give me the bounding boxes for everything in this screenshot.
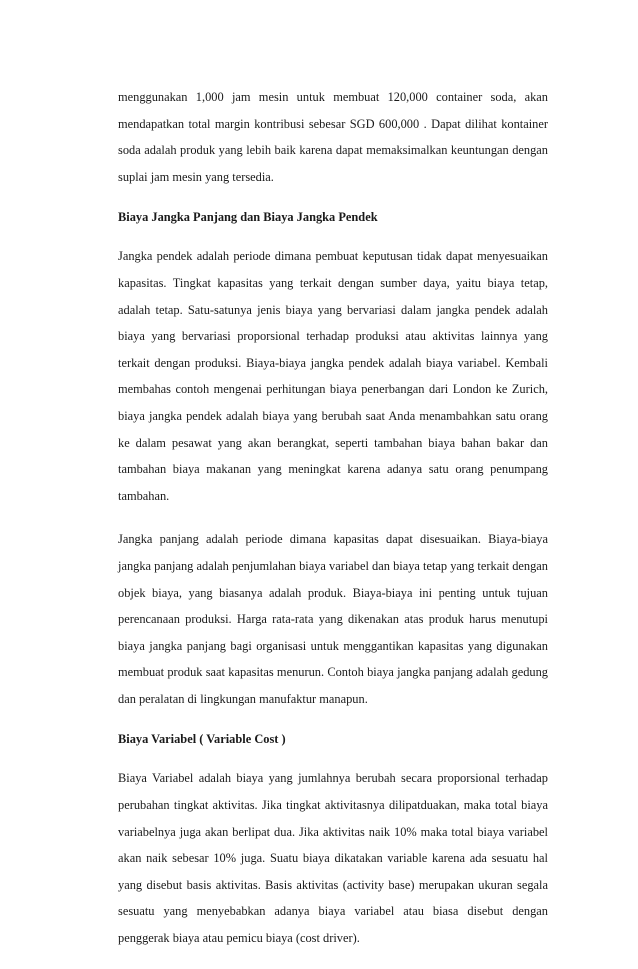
- paragraph-long-term: Jangka panjang adalah periode dimana kapasitas dapat disesuaikan. Biaya-biaya jangka panjang adalah penjumlahan biaya variabel dan biaya tetap yang terkait dengan objek biaya, yang biasanya adalah produk. Biaya-biaya ini penting untuk tujuan perencanaan produksi. Harga rata-rata yang dikenakan atas produk harus menutupi biaya jangka panjang bagi organisasi untuk menggantikan kapasitas yang digunakan membuat produk saat kapasitas menurun. Contoh biaya jangka panjang adalah gedung dan peralatan di lingkungan manufaktur manapun.: [118, 532, 548, 706]
- paragraph-short-term: Jangka pendek adalah periode dimana pembuat keputusan tidak dapat menyesuaikan kapasitas. Tingkat kapasitas yang terkait dengan sumber daya, yaitu biaya tetap, adalah tetap. Satu-satunya jenis biaya yang bervariasi dalam jangka pendek adalah biaya yang bervariasi proporsional terhadap produksi atau aktivitas lainnya yang terkait dengan produksi. Biaya-biaya jangka pendek adalah biaya variabel. Kembali membahas contoh mengenai perhitungan biaya penerbangan dari London ke Zurich, biaya jangka pendek adalah biaya yang berubah saat Anda menambahkan satu orang ke dalam pesawat yang akan berangkat, seperti tambahan biaya bahan bakar dan tambahan biaya makanan yang meningkat karena adanya satu orang penumpang tambahan.: [118, 249, 548, 503]
- section-heading-variable-cost: Biaya Variabel ( Variable Cost ): [118, 732, 286, 747]
- section-heading-long-short-cost: Biaya Jangka Panjang dan Biaya Jangka Pendek: [118, 210, 378, 225]
- paragraph-intro: menggunakan 1,000 jam mesin untuk membuat 120,000 container soda, akan mendapatkan total margin kontribusi sebesar SGD 600,000 . Dapat dilihat kontainer soda adalah produk yang lebih baik karena dapat memaksimalkan keuntungan dengan suplai jam mesin yang tersedia.: [118, 90, 548, 184]
- paragraph-variable-cost: Biaya Variabel adalah biaya yang jumlahnya berubah secara proporsional terhadap perubahan tingkat aktivitas. Jika tingkat aktivitasnya dilipatduakan, maka total biaya variabelnya juga akan berlipat dua. Jika aktivitas naik 10% maka total biaya variabel akan naik sebesar 10% juga. Suatu biaya dikatakan variable karena ada sesuatu hal yang disebut basis aktivitas. Basis aktivitas (activity base) merupakan ukuran segala sesuatu yang menyebabkan adanya biaya variabel atau biasa disebut dengan penggerak biaya atau pemicu biaya (cost driver).: [118, 771, 548, 946]
- document-page: [118, 84, 548, 969]
